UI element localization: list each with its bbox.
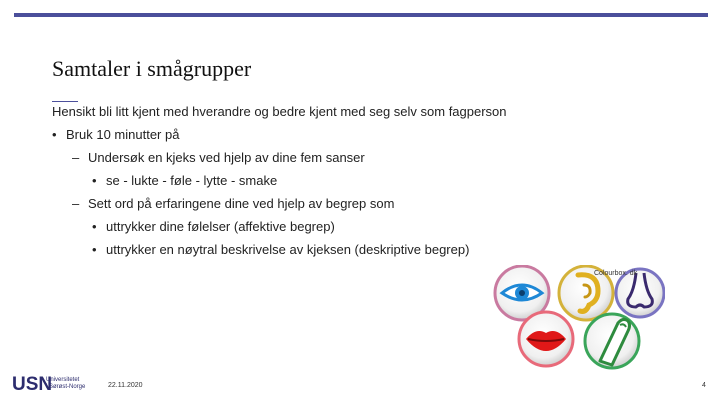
finger-icon <box>585 314 639 368</box>
bullet-marker: • <box>52 127 57 142</box>
bullet-text: Sett ord på erfaringene dine ved hjelp av begrep som <box>88 196 395 211</box>
bullet-marker: • <box>92 242 97 257</box>
bullet-text: Bruk 10 minutter på <box>66 127 180 142</box>
logo-line-2: i Sørøst-Norge <box>46 384 86 390</box>
bullet-marker: – <box>72 196 80 211</box>
bullet-text: uttrykker en nøytral beskrivelse av kjeksen (deskriptive begrep) <box>106 242 470 257</box>
logo-text <box>46 377 85 391</box>
image-credit: Colourbox. dk <box>594 270 638 277</box>
lips-icon <box>519 312 573 366</box>
slide-title: Samtaler i smågrupper <box>52 56 252 81</box>
bullet-text: se - lukte - føle - lytte - smake <box>106 173 278 188</box>
logo-mark: USN <box>12 374 53 395</box>
bullet-text: uttrykker dine følelser (affektive begrep) <box>106 219 335 234</box>
bullet-line-examine <box>72 146 365 169</box>
bullet-marker: • <box>92 219 97 234</box>
bullet-text: Undersøk en kjeks ved hjelp av dine fem sanser <box>88 150 365 165</box>
bullet-line-affective <box>92 215 335 238</box>
bullet-line-senses <box>92 169 277 192</box>
bullet-text: Hensikt bli litt kjent med hverandre og bedre kjent med seg selv som fagperson <box>52 104 507 119</box>
bullet-marker: • <box>92 173 97 188</box>
footer-date: 22.11.2020 <box>108 382 143 389</box>
top-accent-bar <box>14 13 708 17</box>
bullet-line-words <box>72 192 394 215</box>
bullet-line-purpose <box>52 100 507 123</box>
bullet-line-descriptive <box>92 238 469 261</box>
five-senses-illustration <box>490 265 665 395</box>
logo-line-1: Universitetet <box>46 377 80 383</box>
page-number: 4 <box>702 382 706 389</box>
bullet-marker: – <box>72 150 80 165</box>
bullet-line-time <box>52 123 179 146</box>
